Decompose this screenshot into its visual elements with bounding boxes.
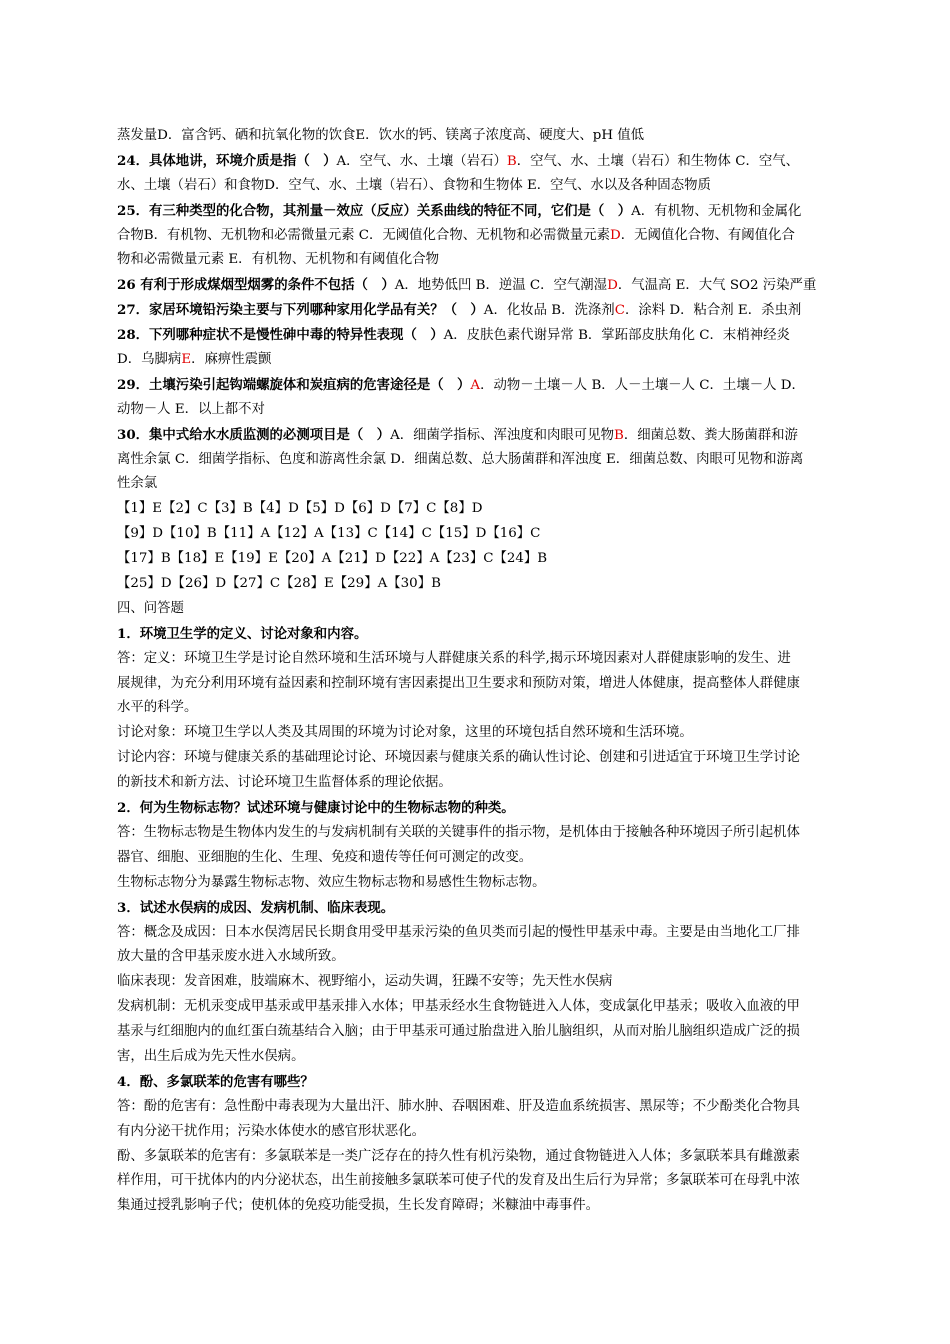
q30-answer: B xyxy=(613,427,624,443)
q26-post: ．气温高 E．大气 SO2 污染严重 xyxy=(617,278,817,294)
q29-answer: A xyxy=(470,377,481,393)
qa3-answer-line: 害，出生后成为先天性水俣病。 xyxy=(117,1048,305,1064)
qa1-answer-line: 水平的科学。 xyxy=(117,700,198,716)
qa3-answer-line: 临床表现：发音困难，肢端麻木、视野缩小，运动失调，狂躁不安等；先天性水俣病 xyxy=(117,974,613,990)
q26-pre: A．地势低凹 B．逆温 C．空气潮湿 xyxy=(394,278,608,294)
q29-line2: 动物－人 E．以上都不对 xyxy=(117,401,265,417)
qa2-answer-line: 答：生物标志物是生物体内发生的与发病机制有关联的关键事件的指示物，是机体由于接触各种环境因子所引起机体 xyxy=(117,824,800,840)
qa3-answer-line: 发病机制：无机汞变成甲基汞或甲基汞排入水体；甲基汞经水生食物链进入人体，变成氯化甲基汞；吸收入血液的甲 xyxy=(117,999,800,1015)
qa4-answer-line: 答：酚的危害有：急性酚中毒表现为大量出汗、肺水肿、吞咽困难、肝及造血系统损害、黑尿等；不少酚类化合物具 xyxy=(117,1098,800,1114)
q24-line2: 水、土壤（岩石）和食物D．空气、水、土壤（岩石）、食物和生物体 E．空气、水以及各种固态物质 xyxy=(117,177,711,193)
qa4-answer-line: 集通过授乳影响子代；使机体的免疫功能受损，生长发育障碍；米糠油中毒事件。 xyxy=(117,1198,600,1214)
q25-answer: D xyxy=(610,227,621,243)
qa1-answer-line: 展规律，为充分利用环境有益因素和控制环境有害因素提出卫生要求和预防对策，增进人体健康，提高整体人群健康 xyxy=(117,675,800,691)
q30-stem: 30．集中式给水水质监测的必测项目是（ ） xyxy=(117,426,391,443)
qa2-answer-line: 器官、细胞、亚细胞的生化、生理、免疫和遗传等任何可测定的改变。 xyxy=(117,849,533,865)
qa1-answer-line: 的新技术和新方法、讨论环境卫生监督体系的理论依据。 xyxy=(117,775,452,791)
qa4-answer-line: 样作用，可干扰体内的内分泌状态，出生前接触多氯联苯可使子代的发育及出生后行为异常；多氯联苯可在母乳中浓 xyxy=(117,1173,800,1189)
qa3-answer-line: 放大量的含甲基汞废水进入水域所致。 xyxy=(117,949,345,965)
q30-line3: 性余氯 xyxy=(117,476,158,492)
q27-answer: C xyxy=(614,303,625,319)
q24-option-a: A．空气、水、土壤（岩石） xyxy=(336,153,507,169)
qa3-answer-line: 基汞与红细胞内的血红蛋白巯基结合入脑；由于甲基汞可通过胎盘进入胎儿脑组织，从而对胎儿脑组织造成广泛的损 xyxy=(117,1024,800,1040)
qa3-answer-line: 答：概念及成因：日本水俣湾居民长期食用受甲基汞污染的鱼贝类而引起的慢性甲基汞中毒。主要是由当地化工厂排 xyxy=(117,924,800,940)
qa1-answer-line: 讨论内容：环境与健康关系的基础理论讨论、环境因素与健康关系的确认性讨论、创建和引进适宜于环境卫生学讨论 xyxy=(117,750,800,766)
question-27 xyxy=(117,298,850,323)
qa1-answer-line: 讨论对象：环境卫生学以人类及其周围的环境为讨论对象，这里的环境包括自然环境和生活环境。 xyxy=(117,725,693,741)
q28-line2-post: ．麻痹性震颤 xyxy=(191,352,272,368)
qa1-answer-line: 答：定义：环境卫生学是讨论自然环境和生活环境与人群健康关系的科学,揭示环境因素对人群健康影响的发生、进 xyxy=(117,650,791,666)
q27-pre: A．化妆品 B．洗涤剂 xyxy=(483,303,615,319)
document-page xyxy=(117,124,850,1219)
q23-tail: 蒸发量D．富含钙、硒和抗氧化物的饮食E．饮水的钙、镁离子浓度高、硬度大、pH 值低 xyxy=(117,128,645,143)
section-title: 四、问答题 xyxy=(117,600,184,616)
q27-post: ．涂料 D．粘合剂 E．杀虫剂 xyxy=(624,303,802,319)
q28-stem: 28．下列哪种症状不是慢性砷中毒的特异性表现（ ） xyxy=(117,327,444,344)
qa4-answer-line: 有内分泌干扰作用；污染水体使水的感官形状恶化。 xyxy=(117,1123,425,1139)
q26-stem: 26 有利于形成煤烟型烟雾的条件不包括（ ） xyxy=(117,277,395,294)
answer-key-row: 【25】D【26】D【27】C【28】E【29】A【30】B xyxy=(117,576,441,592)
qa1-question: 1．环境卫生学的定义、讨论对象和内容。 xyxy=(117,625,368,642)
q30-option-a: A．细菌学指标、浑浊度和肉眼可见物 xyxy=(390,427,614,443)
question-28 xyxy=(117,323,850,348)
question-30 xyxy=(117,423,850,448)
q25-line2-post: ．无阈值化合物、有阈值化合 xyxy=(620,227,795,243)
q26-answer: D xyxy=(607,278,618,294)
answer-key-row: 【1】E【2】C【3】B【4】D【5】D【6】D【7】C【8】D xyxy=(117,501,483,517)
q29-stem: 29．土壤污染引起钩端螺旋体和炭疽病的危害途径是（ ） xyxy=(117,376,471,393)
q30-line2: 离性余氯 C．细菌学指标、色度和游离性余氯 D．细菌总数、总大肠菌群和浑浊度 E．细菌总数、肉眼可见物和游离 xyxy=(117,451,804,467)
q28-line2 xyxy=(117,348,850,373)
q30-option-b-rest: ．细菌总数、粪大肠菌群和游 xyxy=(623,427,798,443)
answer-key-row: 【9】D【10】B【11】A【12】A【13】C【14】C【15】D【16】C xyxy=(117,526,541,542)
qa4-question: 4．酚、多氯联苯的危害有哪些？ xyxy=(117,1073,314,1090)
q27-stem: 27．家居环境铅污染主要与下列哪种家用化学品有关？（ ） xyxy=(117,302,484,319)
q24-stem: 24．具体地讲，环境介质是指（ ） xyxy=(117,152,337,169)
question-24 xyxy=(117,149,850,174)
q24-answer: B xyxy=(506,153,517,169)
q25-line2-pre: 合物B．有机物、无机物和必需微量元素 C．无阈值化合物、无机物和必需微量元素 xyxy=(117,227,611,243)
q25-line2 xyxy=(117,224,850,249)
q25-line3: 物和必需微量元素 E．有机物、无机物和有阈值化合物 xyxy=(117,252,440,268)
q25-option-a: A．有机物、无机物和金属化 xyxy=(631,203,802,219)
question-26 xyxy=(117,273,850,298)
question-25 xyxy=(117,199,850,224)
question-29 xyxy=(117,373,850,398)
q28-answer: E xyxy=(181,352,192,368)
q24-option-b-rest: ．空气、水、土壤（岩石）和生物体 C．空气、 xyxy=(516,153,800,169)
qa4-answer-line: 酚、多氯联苯的危害有：多氯联苯是一类广泛存在的持久性有机污染物，通过食物链进入人体；多氯联苯具有雌激素 xyxy=(117,1148,800,1164)
q28-line2-pre: D．乌脚病 xyxy=(117,352,182,368)
q25-stem: 25．有三种类型的化合物，其剂量－效应（反应）关系曲线的特征不同，它们是（ ） xyxy=(117,202,632,219)
q29-rest: ．动物－土壤－人 B．人－土壤－人 C．土壤－人 D． xyxy=(480,377,805,393)
qa3-question: 3．试述水俣病的成因、发病机制、临床表现。 xyxy=(117,899,395,916)
answer-key-row: 【17】B【18】E【19】E【20】A【21】D【22】A【23】C【24】B xyxy=(117,551,548,567)
qa2-answer-line: 生物标志物分为暴露生物标志物、效应生物标志物和易感性生物标志物。 xyxy=(117,874,546,890)
qa2-question: 2．何为生物标志物？试述环境与健康讨论中的生物标志物的种类。 xyxy=(117,800,515,817)
q28-rest: A．皮肤色素代谢异常 B．掌跖部皮肤角化 C．末梢神经炎 xyxy=(443,328,790,344)
